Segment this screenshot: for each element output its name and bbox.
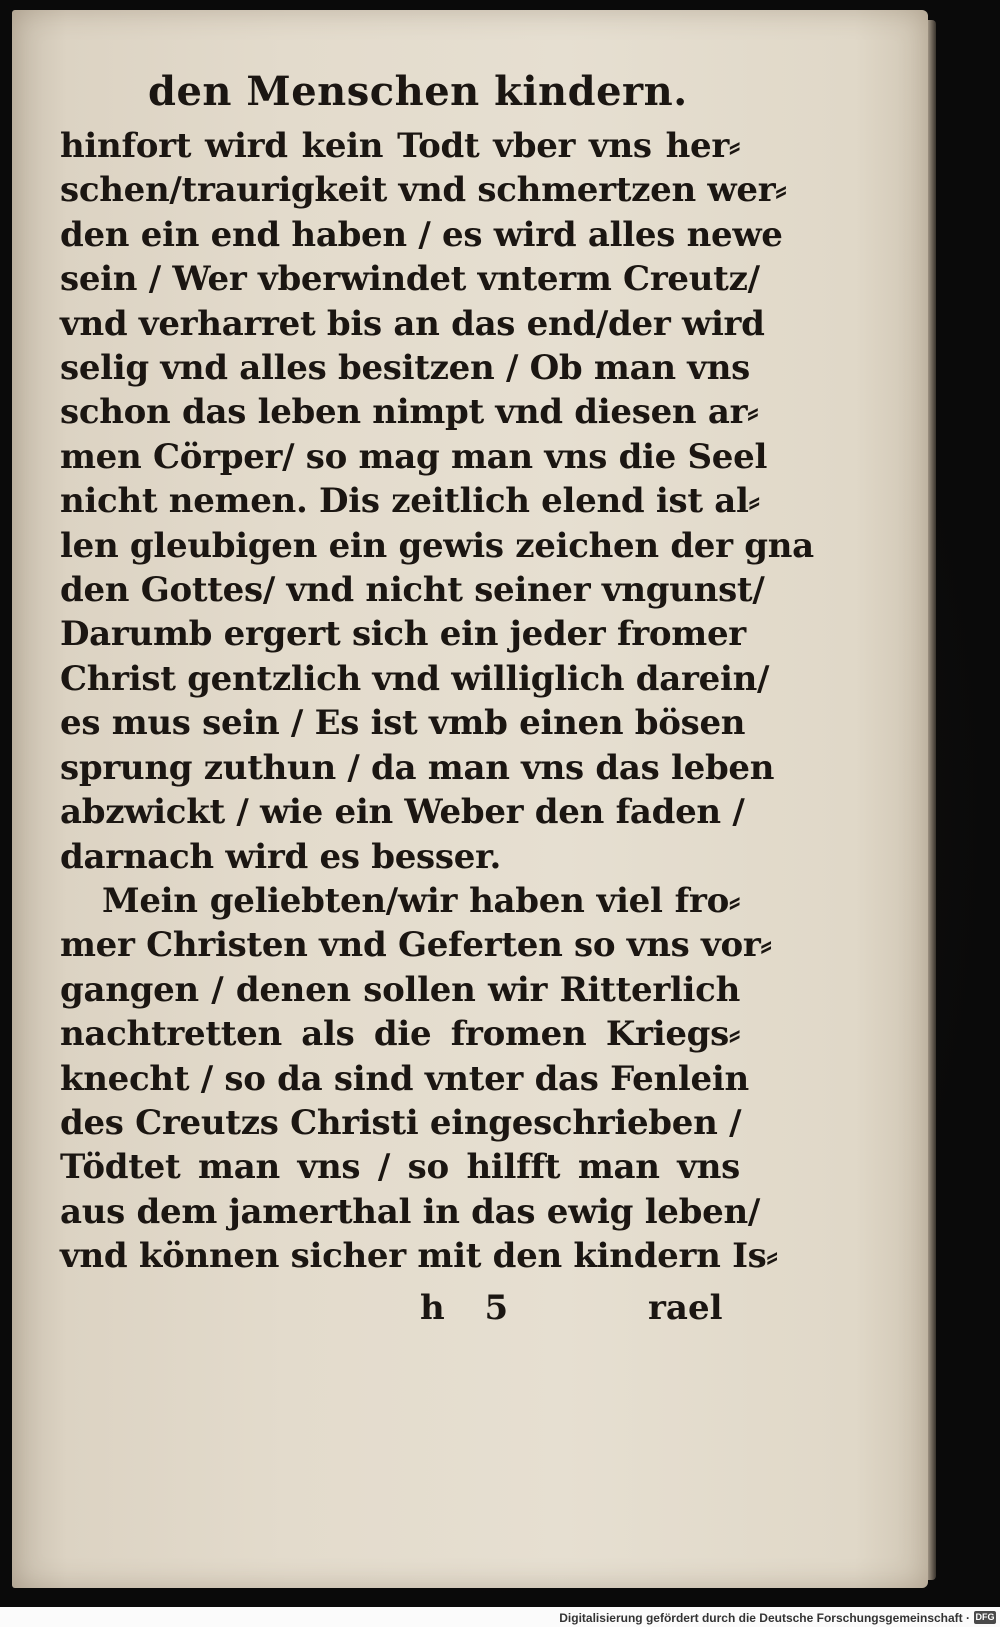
text-line: vnd verharret bis an das end/der wird <box>60 303 765 344</box>
text-line: nicht nemen. Dis zeitlich elend ist al⸗ <box>60 481 760 522</box>
text-line: des Creutzs Christi eingeschrieben / <box>60 1102 742 1143</box>
text-line: aus dem jamerthal in das ewig leben/ <box>60 1191 760 1232</box>
text-line: schen/traurigkeit vnd schmertzen wer⸗ <box>60 170 787 211</box>
text-line: Tödtet man vns / so hilfft man vns <box>60 1147 740 1188</box>
text-line: mer Christen vnd Geferten so vns vor⸗ <box>60 925 772 966</box>
text-line: gangen / denen sollen wir Ritterlich <box>60 969 740 1010</box>
text-line: selig vnd alles besitzen / Ob man vns <box>60 348 751 389</box>
text-line: Christ gentzlich vnd williglich darein/ <box>60 658 770 699</box>
catchword: rael <box>648 1288 723 1328</box>
text-line: sein / Wer vberwindet vnterm Creutz/ <box>60 259 760 300</box>
text-line: sprung zuthun / da man vns das leben <box>60 747 775 788</box>
text-line: es mus sein / Es ist vmb einen bösen <box>60 703 746 744</box>
text-line: men Cörper/ so mag man vns die Seel <box>60 436 768 477</box>
text-line: Darumb ergert sich ein jeder fromer <box>60 614 746 655</box>
book-page <box>12 10 928 1588</box>
funding-credit: Digitalisierung gefördert durch die Deutsche Forschungsgemeinschaft · <box>559 1611 970 1625</box>
text-line: vnd können sicher mit den kindern Is⸗ <box>60 1236 778 1277</box>
text-line: hinfort wird kein Todt vber vns her⸗ <box>60 126 740 166</box>
text-line: knecht / so da sind vnter das Fenlein <box>60 1058 749 1099</box>
page-text-block <box>60 66 814 1279</box>
text-line: schon das leben nimpt vnd diesen ar⸗ <box>60 392 759 433</box>
digitization-footer <box>0 1607 1000 1627</box>
text-line: len gleubigen ein gewis zeichen der gna <box>60 525 814 566</box>
signature-mark: h 5 <box>420 1288 523 1328</box>
running-headline: den Menschen kindern. <box>148 68 688 115</box>
dfg-logo-icon: DFG <box>975 1612 995 1622</box>
text-line: abzwickt / wie ein Weber den faden / <box>60 792 745 833</box>
text-line: nachtretten als die fromen Kriegs⸗ <box>60 1014 740 1055</box>
text-line: darnach wird es besser. <box>60 836 502 877</box>
text-line: den Gottes/ vnd nicht seiner vngunst/ <box>60 570 765 611</box>
book-page-edge <box>928 20 936 1580</box>
text-line: den ein end haben / es wird alles newe <box>60 214 783 255</box>
text-line: Mein geliebten/wir haben viel fro⸗ <box>102 880 740 921</box>
